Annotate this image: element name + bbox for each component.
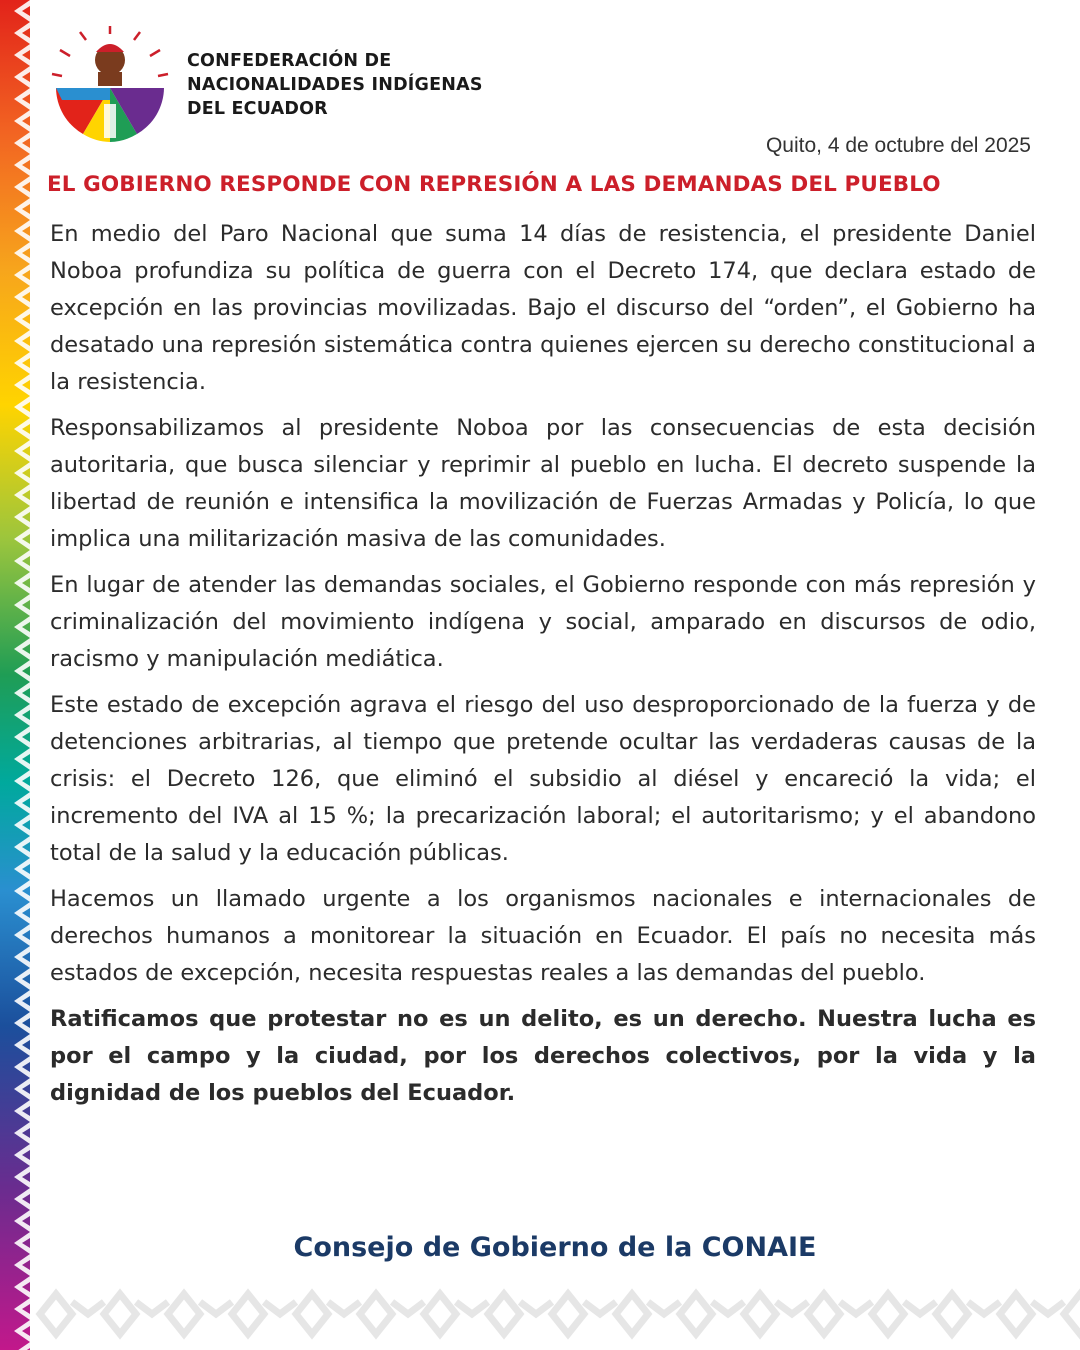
band-diamond-mark <box>1000 1294 1064 1334</box>
band-diamond-mark <box>104 1294 168 1334</box>
organization-name-line: DEL ECUADOR <box>187 99 328 119</box>
band-diamond-mark <box>296 1294 360 1334</box>
conaie-logo <box>50 26 170 146</box>
statement-body <box>50 216 1036 1121</box>
band-diamond-mark <box>232 1294 296 1334</box>
rainbow-border-stripe <box>0 0 30 1350</box>
band-diamond-mark <box>360 1294 424 1334</box>
paragraph: Este estado de excepción agrava el riesgo del uso desproporcionado de la fuerza y de detenciones arbitrarias, al tiempo que pretende ocultar las verdaderas causas de la crisis: el Decreto 126, que eliminó el subsidio al diésel y encareció la vida; el incremento del IVA al 15 %; la precarización laboral; el autoritarismo; y el abandono total de la salud y la educación públicas. <box>50 692 1036 866</box>
band-diamond-mark <box>1064 1294 1080 1334</box>
band-diamond-mark <box>744 1294 808 1334</box>
headline: EL GOBIERNO RESPONDE CON REPRESIÓN A LAS DEMANDAS DEL PUEBLO <box>47 172 941 197</box>
paragraph: Hacemos un llamado urgente a los organismos nacionales e internacionales de derechos humanos a monitorear la situación en Ecuador. El país no necesita más estados de excepción, necesita respuestas reales a las demandas del pueblo. <box>50 886 1036 986</box>
decorative-pattern-band <box>30 1278 1080 1350</box>
document-date: Quito, 4 de octubre del 2025 <box>765 134 1031 157</box>
organization-name-line: CONFEDERACIÓN DE <box>187 51 392 71</box>
organization-name-line: NACIONALIDADES INDÍGENAS <box>187 75 483 95</box>
paragraph: En medio del Paro Nacional que suma 14 días de resistencia, el presidente Daniel Noboa profundiza su política de guerra con el Decreto 174, que declara estado de excepción en las provincias movilizadas. Bajo el discurso del “orden”, el Gobierno ha desatado una represión sistemática contra quienes ejercen su derecho constitucional a la resistencia. <box>50 221 1036 395</box>
closing-paragraph: Ratificamos que protestar no es un delito, es un derecho. Nuestra lucha es por el campo y la ciudad, por los derechos colectivos, por la vida y la dignidad de los pueblos del Ecuador. <box>50 1006 1036 1106</box>
organization-name <box>187 49 483 121</box>
paragraph: Responsabilizamos al presidente Noboa por las consecuencias de esta decisión autoritaria, que busca silenciar y reprimir al pueblo en lucha. El decreto suspende la libertad de reunión e intensifica la movilización de Fuerzas Armadas y Policía, lo que implica una militarización masiva de las comunidades. <box>50 415 1036 552</box>
band-diamond-mark <box>680 1294 744 1334</box>
band-diamond-mark <box>616 1294 680 1334</box>
band-diamond-mark <box>808 1294 872 1334</box>
band-diamond-mark <box>424 1294 488 1334</box>
paragraph: En lugar de atender las demandas sociales, el Gobierno responde con más represión y criminalización del movimiento indígena y social, amparado en discursos de odio, racismo y manipulación mediática. <box>50 572 1036 672</box>
band-diamond-mark <box>168 1294 232 1334</box>
band-diamond-mark <box>40 1294 104 1334</box>
band-diamond-mark <box>552 1294 616 1334</box>
band-diamond-mark <box>872 1294 936 1334</box>
band-diamond-mark <box>936 1294 1000 1334</box>
signature: Consejo de Gobierno de la CONAIE <box>293 1232 817 1263</box>
band-diamond-mark <box>488 1294 552 1334</box>
